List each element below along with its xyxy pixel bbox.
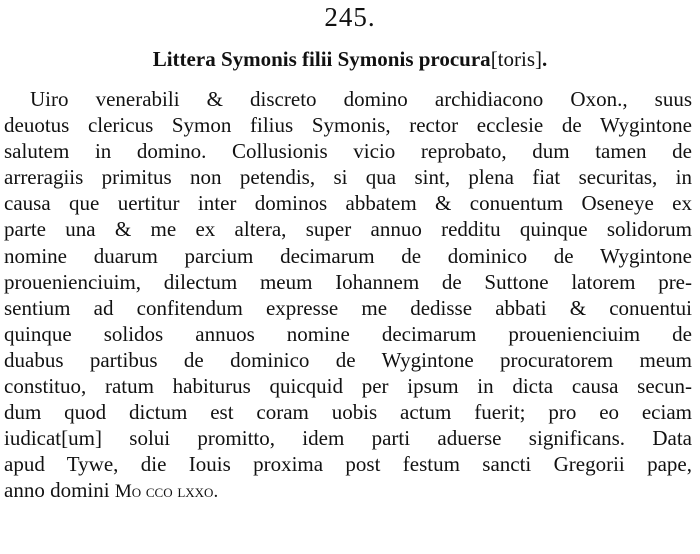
document-number: 245. xyxy=(324,2,376,32)
body-line: iudicat[um] solui promitto, idem parti aduerse significans. Data xyxy=(4,426,692,451)
body-line: salutem in domino. Collusionis vicio reprobato, dum tamen de xyxy=(4,139,692,164)
document-body xyxy=(4,86,692,504)
body-line: nomine duarum parcium decimarum de dominico de Wygintone xyxy=(4,243,692,268)
body-line: Uiro venerabili & discreto domino archidiacono Oxon., suus xyxy=(30,87,692,111)
body-line: quinque solidos annuos nomine decimarum prouenienciuim de xyxy=(4,321,692,346)
date-numeral: Mo cco lxxo. xyxy=(114,481,219,503)
body-line: prouenienciuim, dilectum meum Iohannem de Suttone latorem pre- xyxy=(4,269,692,294)
heading-text: Littera Symonis filii Symonis procura xyxy=(152,47,491,71)
body-line-final xyxy=(4,477,692,503)
body-line: duabus partibus de dominico de Wygintone procuratorem meum xyxy=(4,347,692,372)
heading-bracketed-text: [toris] xyxy=(490,47,543,71)
final-line-text: anno domini xyxy=(4,478,110,503)
body-line: constituo, ratum habiturus quicquid per ipsum in dicta causa secun- xyxy=(4,374,692,399)
body-line: arreragiis primitus non petendis, si qua sint, plena fiat securitas, in xyxy=(4,165,692,190)
body-line: deuotus clericus Symon filius Symonis, rector ecclesie de Wygintone xyxy=(4,113,692,138)
document-heading xyxy=(0,44,700,74)
body-line: dum quod dictum est coram uobis actum fuerit; pro eo eciam xyxy=(4,400,692,425)
body-line: sentium ad confitendum expresse me dedisse abbati & conuentui xyxy=(4,295,692,320)
heading-end-punctuation: . xyxy=(542,47,548,71)
body-line: parte una & me ex altera, super annuo redditu quinque solidorum xyxy=(4,217,692,242)
body-line: causa que uertitur inter dominos abbatem & conuentum Oseneye ex xyxy=(4,191,692,216)
body-line: apud Tywe, die Iouis proxima post festum sancti Gregorii pape, xyxy=(4,452,692,477)
